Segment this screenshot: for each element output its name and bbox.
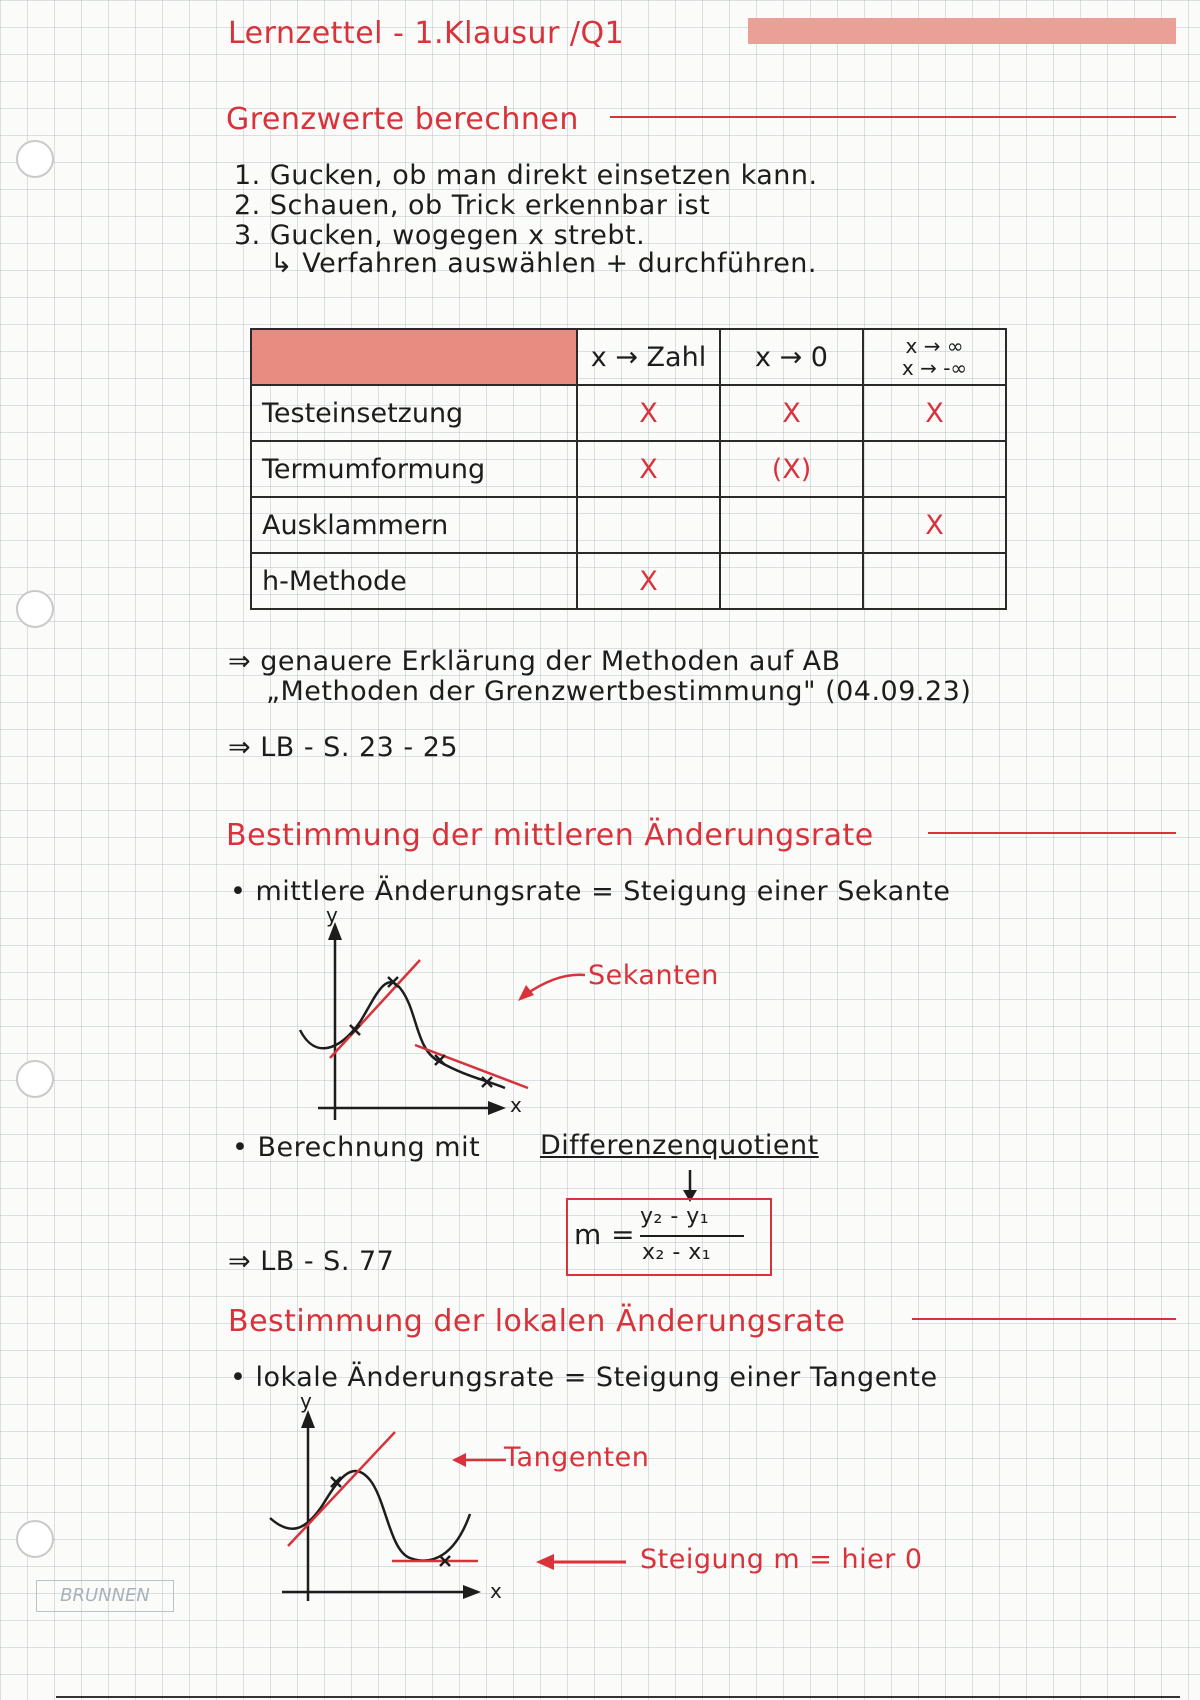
row-label: Ausklammern [251,497,577,553]
section-heading-grenzwerte: Grenzwerte berechnen [226,102,579,137]
table-cell: X [577,441,720,497]
x-axis-arrow [488,1101,506,1115]
table-row [251,385,1006,441]
tangent-graph [260,1396,520,1606]
column-header: x → ∞ x → -∞ [863,329,1006,385]
lb-reference-1: ⇒ LB - S. 23 - 25 [228,732,459,763]
arrow-to-secants [510,965,590,1005]
heading-underline [610,116,1176,118]
page-title: Lernzettel - 1.Klausur /Q1 [228,16,625,51]
punch-hole [16,590,54,628]
heading-underline [912,1318,1176,1320]
differenzenquotient-term: Differenzenquotient [540,1130,819,1161]
table-header-row [251,329,1006,385]
table-row [251,441,1006,497]
step-3: 3. Gucken, wogegen x strebt. [234,220,646,251]
table-cell: X [720,385,863,441]
methods-note-line2: „Methoden der Grenzwertbestimmung" (04.09.23) [266,676,972,707]
row-label: h-Methode [251,553,577,609]
secant-line [415,1045,528,1088]
table-row [251,497,1006,553]
column-header: x → 0 [720,329,863,385]
point-marker [350,977,492,1087]
secant-line [330,960,420,1058]
tangent-line [288,1432,395,1546]
secant-graph [290,910,560,1130]
table-cell: X [863,497,1006,553]
x-axis-arrow [463,1585,481,1599]
y-axis-label: y [326,910,338,927]
step-1: 1. Gucken, ob man direkt einsetzen kann. [234,160,818,191]
y-axis-label: y [300,1396,312,1413]
row-label: Termumformung [251,441,577,497]
point-marker [331,1477,450,1566]
secants-label: Sekanten [588,960,719,991]
function-curve [270,1471,470,1561]
table-cell [863,553,1006,609]
lb-reference-2: ⇒ LB - S. 77 [228,1246,395,1277]
table-cell [720,553,863,609]
slope-note: Steigung m = hier 0 [640,1544,923,1575]
table-cell: X [577,553,720,609]
step-2: 2. Schauen, ob Trick erkennbar ist [234,190,711,221]
table-cell [577,497,720,553]
table-row [251,553,1006,609]
arrow-to-slope [532,1550,628,1574]
formula-lhs: m = [574,1218,636,1251]
table-cell: X [577,385,720,441]
row-label: Testeinsetzung [251,385,577,441]
function-curve [300,982,505,1088]
table-cell [720,497,863,553]
x-axis-label: x [490,1579,502,1603]
definition-mittlere: • mittlere Änderungsrate = Steigung einer Sekante [230,876,951,907]
page-bottom-edge [56,1696,1180,1698]
table-cell [863,441,1006,497]
title-highlight-bar [748,18,1176,44]
formula-denominator: x₂ - x₁ [642,1240,712,1265]
arrow-to-tangents [448,1450,508,1470]
section-heading-lokale: Bestimmung der lokalen Änderungsrate [228,1304,846,1339]
section-heading-mittlere: Bestimmung der mittleren Änderungsrate [226,818,874,853]
methods-note-line1: ⇒ genauere Erklärung der Methoden auf AB [228,646,841,677]
heading-underline [928,832,1176,834]
x-axis-label: x [510,1093,522,1117]
formula-numerator: y₂ - y₁ [640,1204,710,1229]
column-header: x → Zahl [577,329,720,385]
tangents-label: Tangenten [504,1442,650,1473]
table-cell: X [863,385,1006,441]
brunnen-logo: BRUNNEN [36,1580,174,1612]
table-header-fill [251,329,577,385]
punch-hole [16,140,54,178]
calc-prefix: • Berechnung mit [232,1132,481,1163]
fraction-bar [640,1235,744,1237]
definition-lokale: • lokale Änderungsrate = Steigung einer Tangente [230,1362,938,1393]
methods-table [250,328,1007,610]
punch-hole [16,1520,54,1558]
table-cell: (X) [720,441,863,497]
substep: ↳ Verfahren auswählen + durchführen. [270,248,818,279]
punch-hole [16,1060,54,1098]
